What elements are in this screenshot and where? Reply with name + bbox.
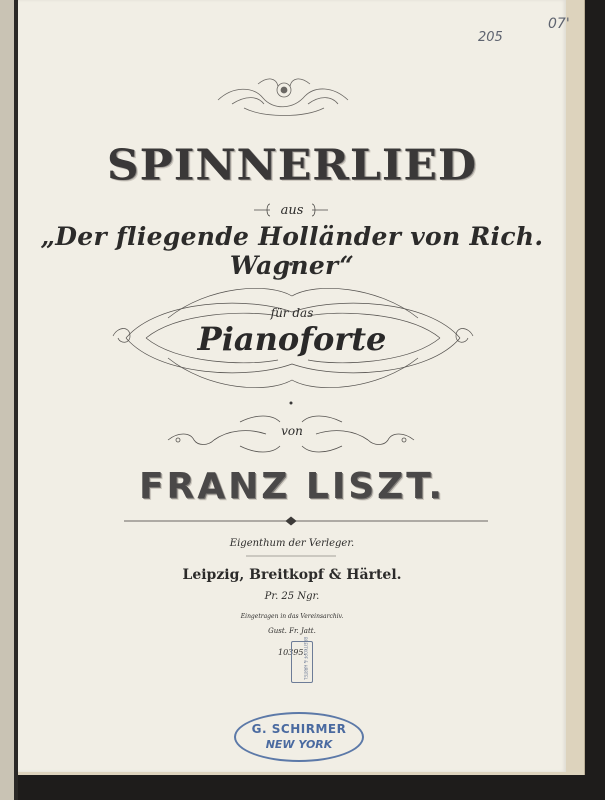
top-flourish-ornament	[218, 79, 348, 116]
publisher-blind-stamp	[291, 636, 313, 683]
plate-number: 10395.	[278, 648, 306, 657]
stamp-line-1: G. SCHIRMER	[251, 722, 347, 736]
pencil-number-right-mark: '	[565, 16, 570, 32]
publisher-line: Leipzig, Breitkopf & Härtel.	[182, 567, 402, 583]
stamp-line-2: NEW YORK	[265, 738, 333, 751]
pencil-number-left: 205	[478, 30, 503, 45]
registration-note: Eingetragen in das Vereinsarchiv.	[240, 613, 344, 620]
pencil-number-right-digits: 07	[548, 16, 566, 32]
subtitle: „Der fliegende Holländer von Rich. Wagner“	[40, 222, 544, 280]
title-page	[18, 0, 570, 772]
instrument-label: Pianoforte	[197, 320, 387, 358]
schirmer-stamp	[234, 712, 364, 762]
aus-label: aus	[280, 203, 304, 218]
small-dot-2	[290, 402, 293, 405]
property-notice: Eigenthum der Verleger.	[229, 538, 355, 549]
left-edge-strip	[0, 0, 15, 800]
divider-rule	[124, 517, 488, 525]
blind-stamp-text: BREITKOPF & HÄRTEL	[303, 636, 309, 681]
von-label: von	[281, 424, 303, 438]
price: Pr. 25 Ngr.	[264, 591, 320, 602]
composer-name: FRANZ LISZT.	[138, 466, 446, 507]
title: SPINNERLIED	[106, 141, 478, 190]
registration-signature: Gust. Fr. Jatt.	[268, 627, 316, 635]
fuer-das-label: für das	[270, 306, 314, 320]
